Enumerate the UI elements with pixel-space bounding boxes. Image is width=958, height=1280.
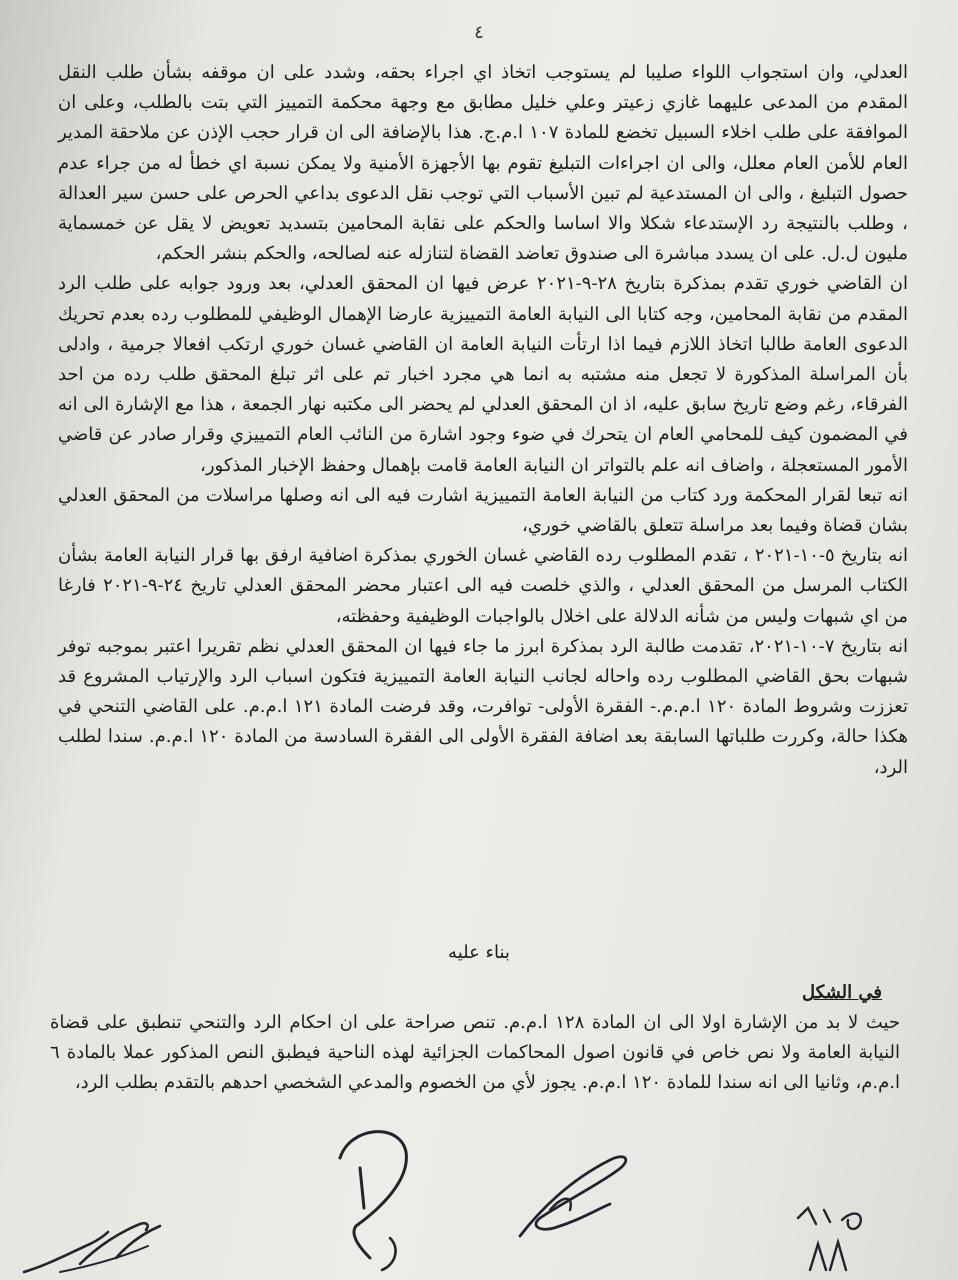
section-title: في الشكل: [802, 982, 882, 1003]
paragraph-3: انه تبعا لقرار المحكمة ورد كتاب من النيابة العامة التمييزية اشارت فيه الى انه وصلها مراسلات من المحقق العدلي بشان قضاة وفيما بعد مراسلة تتعلق بالقاضي خوري،: [58, 484, 908, 537]
section-paragraph: حيث لا بد من الإشارة اولا الى ان المادة ١٢٨ ا.م.م. تنص صراحة على ان احكام الرد والتنحي تنطبق على قضاة النيابة العامة ولا نص خاص في قانون اصول المحاكمات الجزائية لهذه الناحية فيطبق النص المذكور عملا بالمادة ٦ ا.م.م، وثانيا الى انه سندا للمادة ١٢٠ ا.م.م. يجوز لأي من الخصوم والمدعي الشخصي احدهم بالتقدم بطلب الرد،: [50, 1012, 901, 1093]
signature-right: [790, 1200, 880, 1280]
section-body: [50, 1008, 900, 1098]
document-body: [58, 58, 908, 783]
section-heading: بناء عليه: [448, 942, 510, 963]
signatures-area: [0, 1110, 958, 1280]
paragraph-5: انه بتاريخ ٧-١٠-٢٠٢١، تقدمت طالبة الرد بمذكرة ابرز ما جاء فيها ان المحقق العدلي نظم تقريرا اعتبر بموجبه توفر شبهات بحق القاضي المطلوب رده واحاله لجانب النيابة العامة التمييزية فتكون اسباب الرد والإرتياب المشروع قد تعززت وشروط المادة ١٢٠ ا.م.م.- الفقرة الأولى- توافرت، وقد فرضت المادة ١٢١ ا.م.م. على القاضي التنحي في هكذا حالة، وكررت طلباتها السابقة بعد اضافة الفقرة الأولى الى الفقرة السادسة من المادة ١٢٠ ا.م.م. سندا لطلب الرد،: [58, 635, 908, 778]
paragraph-4: انه بتاريخ ٥-١٠-٢٠٢١ ، تقدم المطلوب رده القاضي غسان الخوري بمذكرة اضافية ارفق بها قرار النيابة العامة بشأن الكتاب المرسل من المحقق العدلي ، والذي خلصت فيه الى اعتبار محضر المحقق العدلي تاريخ ٢٤-٩-٢٠٢١ فارغا من اي شبهات وليس من شأنه الدلالة على اخلال بالواجبات الوظيفية وحفظته،: [58, 545, 909, 627]
paragraph-2: ان القاضي خوري تقدم بمذكرة بتاريخ ٢٨-٩-٢٠٢١ عرض فيها ان المحقق العدلي، بعد ورود جوابه على طلب الرد المقدم من نقابة المحامين، وجه كتابا الى النيابة العامة التمييزية عارضا الإهمال الوظيفي للمطلوب رده بعدم تحريك الدعوى العامة طالبا اتخاذ اللازم فيما اذا ارتأت النيابة العامة ان القاضي غسان خوري ارتكب افعالا جرمية ، وادلى بأن المراسلة المذكورة لا تجعل منه مشتبه به انما هي مجرد اخبار تم على اثر تبلغ المحقق طلب رده من احد الفرقاء، رغم وضع تاريخ سابق عليه، اذ ان المحقق العدلي لم يحضر الى مكتبه نهار الجمعة ، هذا مع الإشارة الى انه في المضمون كيف للمحامي العام ان يتحرك في ضوء وجود اشارة من النائب العام التمييزي وقرار صادر عن قاضي الأمور المستعجلة ، واضاف انه علم بالتواتر ان النيابة العامة قامت بإهمال وحفظ الإخبار المذكور،: [58, 273, 908, 476]
signature-center: [500, 1140, 640, 1250]
signature-center-left: [300, 1118, 440, 1280]
page-number: ٤: [474, 22, 484, 43]
signature-left: [20, 1206, 170, 1280]
paragraph-1: العدلي، وان استجواب اللواء صليبا لم يستوجب اتخاذ اي اجراء بحقه، وشدد على ان موقفه بشأن طلب النقل المقدم من المدعى عليهما غازي زعيتر وعلي خليل مطابق مع وجهة محكمة التمييز التي بتت بالطلب، وعلى ان الموافقة على طلب اخلاء السبيل تخضع للمادة ١٠٧ ا.م.ج. هذا بالإضافة الى ان قرار حجب الإذن عن ملاحقة المدير العام للأمن العام معلل، والى ان اجراءات التبليغ تقوم بها الأجهزة الأمنية ولا يمكن نسبة اي خطأ له من جراء عدم حصول التبليغ ، والى ان المستدعية لم تبين الأسباب التي توجب نقل الدعوى بداعي الحرص على حسن سير العدالة ، وطلب بالنتيجة رد الإستدعاء شكلا والا اساسا والحكم على نقابة المحامين بتسديد تعويض لا يقل عن خمسماية مليون ل.ل. على ان يسدد مباشرة الى صندوق تعاضد القضاة لتنازله عنه لصالحه، والحكم بنشر الحكم،: [58, 62, 909, 265]
